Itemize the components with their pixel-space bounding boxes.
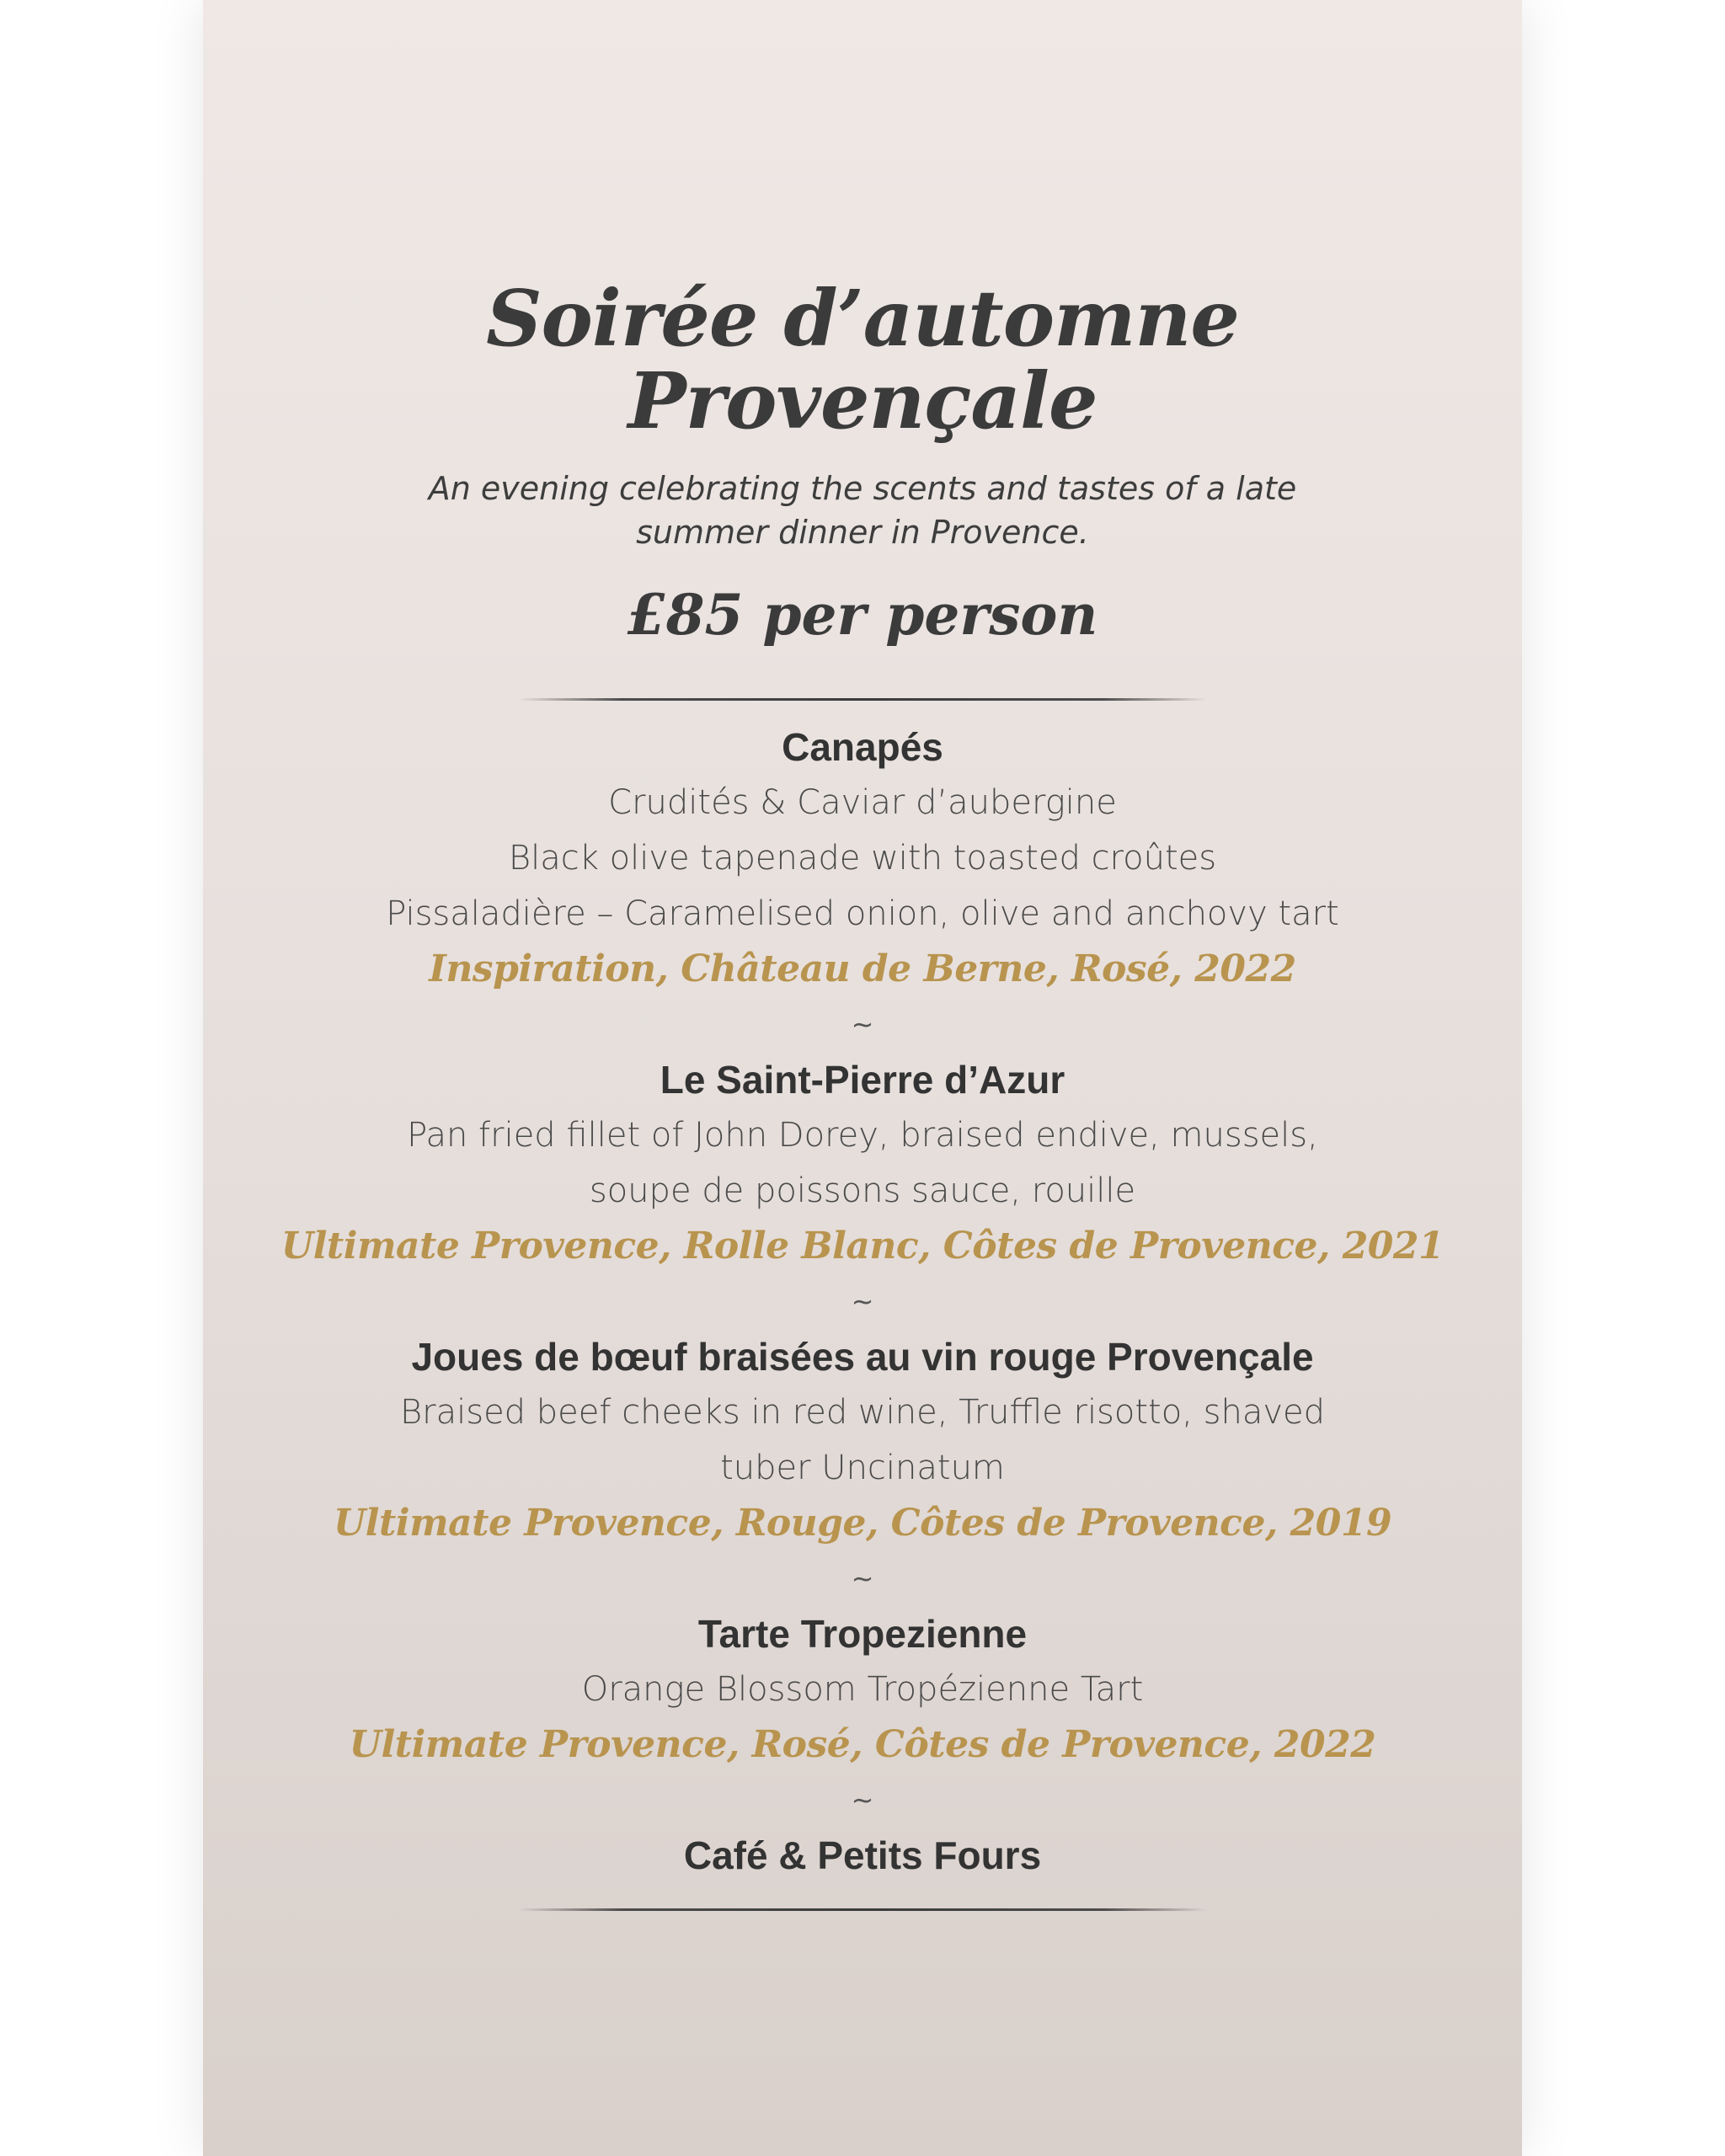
course-item: Braised beef cheeks in red wine, Truffle risotto, shaved bbox=[399, 1393, 1326, 1432]
bottom-divider bbox=[519, 1908, 1206, 1911]
course-item: Pan fried fillet of John Dorey, braised endive, mussels, bbox=[407, 1116, 1318, 1155]
course-heading-canapes: Canapés bbox=[782, 725, 943, 769]
top-divider bbox=[519, 698, 1206, 701]
wine-pairing: Inspiration, Château de Berne, Rosé, 2022 bbox=[429, 947, 1296, 990]
course-item: Orange Blossom Tropézienne Tart bbox=[581, 1670, 1144, 1709]
menu-subtitle bbox=[203, 467, 1522, 554]
course-item: tuber Uncinatum bbox=[720, 1449, 1005, 1487]
course-separator: ~ bbox=[851, 1285, 874, 1317]
menu-card bbox=[203, 0, 1522, 2156]
menu-price: £85 per person bbox=[627, 582, 1098, 648]
course-heading-tarte-tropezienne: Tarte Tropezienne bbox=[697, 1612, 1028, 1656]
menu-subtitle-line2: summer dinner in Provence. bbox=[636, 514, 1089, 551]
course-heading-cafe-petits-fours: Café & Petits Fours bbox=[683, 1833, 1042, 1877]
course-item: soupe de poissons sauce, rouille bbox=[589, 1171, 1136, 1210]
course-separator: ~ bbox=[851, 1562, 874, 1594]
course-separator: ~ bbox=[851, 1008, 874, 1040]
menu-title-line1: Soirée d’automne bbox=[486, 273, 1239, 364]
course-item: Black olive tapenade with toasted croûtes bbox=[508, 839, 1217, 878]
wine-pairing: Ultimate Provence, Rouge, Côtes de Provence, 2019 bbox=[333, 1502, 1392, 1545]
course-heading-joues-de-boeuf: Joues de bœuf braisées au vin rouge Provençale bbox=[411, 1335, 1314, 1379]
wine-pairing: Ultimate Provence, Rosé, Côtes de Provence, 2022 bbox=[349, 1723, 1376, 1766]
course-item: Pissaladière – Caramelised onion, olive and anchovy tart bbox=[386, 894, 1339, 933]
wine-pairing: Ultimate Provence, Rolle Blanc, Côtes de Provence, 2021 bbox=[280, 1225, 1445, 1267]
menu-subtitle-line1: An evening celebrating the scents and tastes of a late bbox=[428, 470, 1297, 507]
course-separator: ~ bbox=[851, 1784, 874, 1816]
menu-title-line2: Provençale bbox=[628, 355, 1097, 446]
course-item: Crudités & Caviar d’aubergine bbox=[608, 783, 1117, 822]
course-heading-saint-pierre: Le Saint-Pierre d’Azur bbox=[660, 1058, 1065, 1102]
